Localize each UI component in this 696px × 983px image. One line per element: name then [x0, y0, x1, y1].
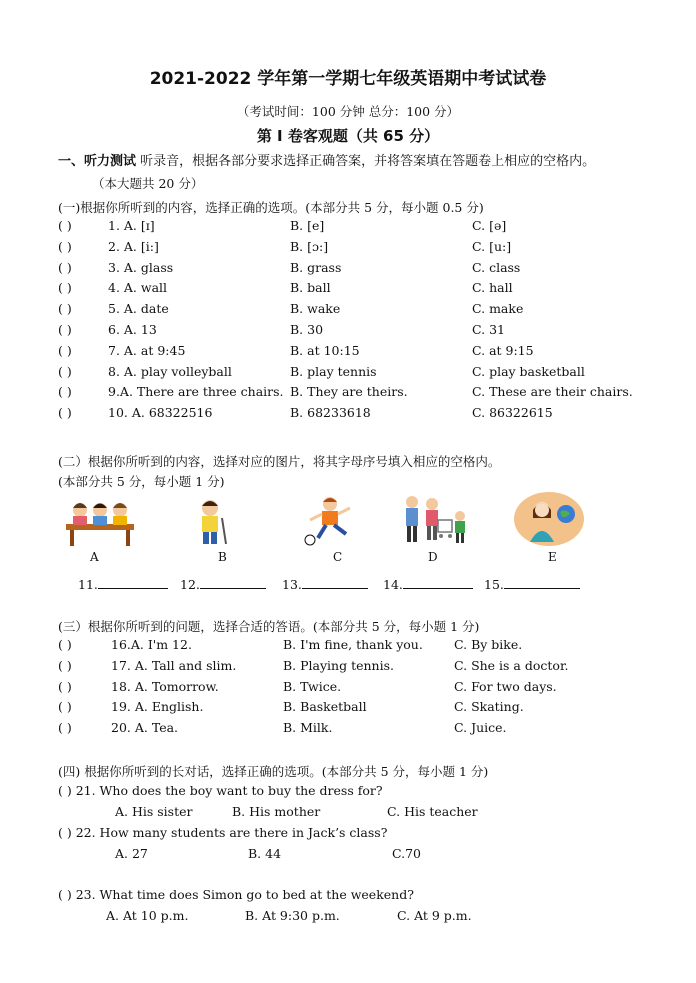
option-a: 18. A. Tomorrow.	[111, 678, 219, 694]
option-c: C. play basketball	[472, 363, 585, 379]
answer-paren[interactable]: ( )	[58, 657, 72, 673]
option-b: B. [e]	[290, 218, 325, 233]
answer-paren[interactable]: ( )	[58, 259, 72, 275]
option-c: C. Skating.	[454, 699, 524, 715]
option-b: B. ball	[290, 280, 331, 296]
option-b: B. Twice.	[283, 678, 342, 694]
part-a-heading: (一)根据你所听到的内容，选择正确的选项。(本部分共 5 分，每小题 0.5 分)	[58, 200, 484, 215]
boy-standing-icon	[192, 496, 232, 548]
section-one-text: 听录音，根据各部分要求选择正确答案，并将答案填在答题卷上相应的空格内。	[136, 154, 596, 169]
option-b: B. at 10:15	[290, 342, 360, 358]
blank-11[interactable]	[78, 576, 168, 592]
option-c: C. His teacher	[387, 804, 478, 819]
blank-12-number: 12.	[180, 577, 200, 592]
option-b: B. Playing tennis.	[283, 657, 394, 673]
answer-paren[interactable]: ( )	[58, 218, 72, 233]
option-b: B. play tennis	[290, 363, 377, 379]
part-d-heading: (四) 根据你所听到的长对话，选择正确的选项。(本部分共 5 分，每小题 1 分)	[58, 764, 489, 779]
answer-paren[interactable]: ( )	[58, 405, 72, 421]
option-c: C. at 9:15	[472, 342, 534, 358]
option-c: C. make	[472, 301, 524, 317]
boy-playing-football-icon	[300, 494, 362, 546]
section-one-note: （本大题共 20 分）	[92, 176, 204, 191]
option-b: B. grass	[290, 259, 342, 275]
question-row	[58, 720, 678, 740]
blank-11-number: 11.	[78, 577, 98, 592]
option-a: 6. A. 13	[108, 322, 157, 337]
family-shopping-icon	[398, 492, 470, 548]
long-question-21: ( ) 21. Who does the boy want to buy the dress for?	[58, 783, 383, 798]
option-a: 7. A. at 9:45	[108, 342, 186, 358]
answer-paren[interactable]: ( )	[58, 363, 72, 379]
long-question-22: ( ) 22. How many students are there in Jack’s class?	[58, 825, 388, 840]
option-b: B. They are theirs.	[290, 384, 408, 400]
picture-label-b: B	[218, 550, 227, 564]
option-c: C.70	[392, 846, 421, 861]
answer-paren[interactable]: ( )	[58, 699, 72, 715]
option-c: C. 86322615	[472, 405, 553, 421]
long-question-23: ( ) 23. What time does Simon go to bed at the weekend?	[58, 887, 414, 902]
question-row	[58, 637, 678, 657]
question-row	[58, 343, 678, 363]
part-title: 第 I 卷客观题（共 65 分）	[256, 127, 440, 145]
teacher-with-globe-icon	[512, 490, 586, 548]
option-c: C. Juice.	[454, 720, 507, 736]
option-b: B. His mother	[232, 804, 321, 819]
question-row	[58, 679, 678, 699]
answer-paren[interactable]: ( )	[58, 301, 72, 317]
students-at-desk-icon	[62, 496, 138, 548]
option-a: A. His sister	[115, 804, 193, 819]
picture-label-d: D	[428, 550, 438, 564]
option-a: A. At 10 p.m.	[106, 908, 189, 923]
option-c: C. At 9 p.m.	[397, 908, 472, 923]
option-c: C. She is a doctor.	[454, 657, 569, 673]
option-c: C. For two days.	[454, 678, 557, 694]
option-c: C. hall	[472, 280, 513, 296]
question-row	[58, 260, 678, 280]
picture-label-e: E	[548, 550, 557, 564]
picture-label-a: A	[90, 550, 99, 564]
part-b-heading: (二）根据你所听到的内容，选择对应的图片，将其字母序号填入相应的空格内。	[58, 454, 501, 469]
option-a: A. 27	[115, 846, 148, 861]
part-c-heading: (三）根据你所听到的问题，选择合适的答语。(本部分共 5 分，每小题 1 分)	[58, 619, 480, 634]
option-b: B. At 9:30 p.m.	[245, 908, 340, 923]
question-row	[58, 239, 678, 259]
option-a: 5. A. date	[108, 301, 169, 317]
answer-paren[interactable]: ( )	[58, 384, 72, 400]
answer-paren[interactable]: ( )	[58, 280, 72, 296]
option-a: 1. A. [ɪ]	[108, 218, 155, 233]
option-c: C. [ə]	[472, 218, 507, 233]
blank-13[interactable]	[282, 576, 368, 592]
answer-paren[interactable]: ( )	[58, 238, 72, 254]
question-row	[58, 364, 678, 384]
answer-paren[interactable]: ( )	[58, 720, 72, 736]
option-b: B. [ɔ:]	[290, 238, 329, 254]
option-a: 2. A. [i:]	[108, 238, 159, 254]
part-b-note: (本部分共 5 分，每小题 1 分)	[58, 474, 225, 489]
option-c: C. 31	[472, 322, 505, 337]
blank-13-number: 13.	[282, 577, 302, 592]
answer-paren[interactable]: ( )	[58, 342, 72, 358]
question-row	[58, 658, 678, 678]
question-row	[58, 218, 678, 238]
section-one-heading	[58, 150, 595, 169]
question-row	[58, 280, 678, 300]
option-a: 3. A. glass	[108, 259, 174, 275]
question-row	[58, 405, 678, 425]
option-a: 16.A. I'm 12.	[111, 637, 192, 652]
option-b: B. Basketball	[283, 699, 367, 715]
question-row	[58, 322, 678, 342]
blank-15[interactable]	[484, 576, 580, 592]
option-b: B. 68233618	[290, 405, 371, 421]
answer-paren[interactable]: ( )	[58, 678, 72, 694]
option-b: B. Milk.	[283, 720, 333, 736]
blank-14-number: 14.	[383, 577, 403, 592]
option-a: 19. A. English.	[111, 699, 204, 715]
question-row	[58, 301, 678, 321]
question-row	[58, 699, 678, 719]
exam-subtitle: （考试时间：100 分钟 总分：100 分）	[236, 104, 460, 119]
exam-title: 2021-2022 学年第一学期七年级英语期中考试试卷	[149, 69, 547, 89]
option-c: C. These are their chairs.	[472, 384, 633, 400]
option-c: C. [u:]	[472, 238, 512, 254]
option-c: C. class	[472, 259, 521, 275]
option-c: C. By bike.	[454, 637, 523, 652]
answer-paren[interactable]: ( )	[58, 637, 72, 652]
blank-15-number: 15.	[484, 577, 504, 592]
section-one-lead: 一、听力测试	[58, 154, 137, 169]
answer-paren[interactable]: ( )	[58, 322, 72, 337]
option-b: B. 44	[248, 846, 282, 861]
option-a: 4. A. wall	[108, 280, 168, 296]
option-a: 20. A. Tea.	[111, 720, 179, 736]
option-a: 9.A. There are three chairs.	[108, 384, 284, 400]
blank-14[interactable]	[383, 576, 473, 592]
option-a: 17. A. Tall and slim.	[111, 657, 237, 673]
blank-12[interactable]	[180, 576, 266, 592]
option-a: 10. A. 68322516	[108, 405, 213, 421]
option-b: B. 30	[290, 322, 324, 337]
option-b: B. I'm fine, thank you.	[283, 637, 423, 652]
picture-label-c: C	[333, 550, 343, 564]
option-b: B. wake	[290, 301, 341, 317]
option-a: 8. A. play volleyball	[108, 363, 232, 379]
question-row	[58, 384, 678, 404]
